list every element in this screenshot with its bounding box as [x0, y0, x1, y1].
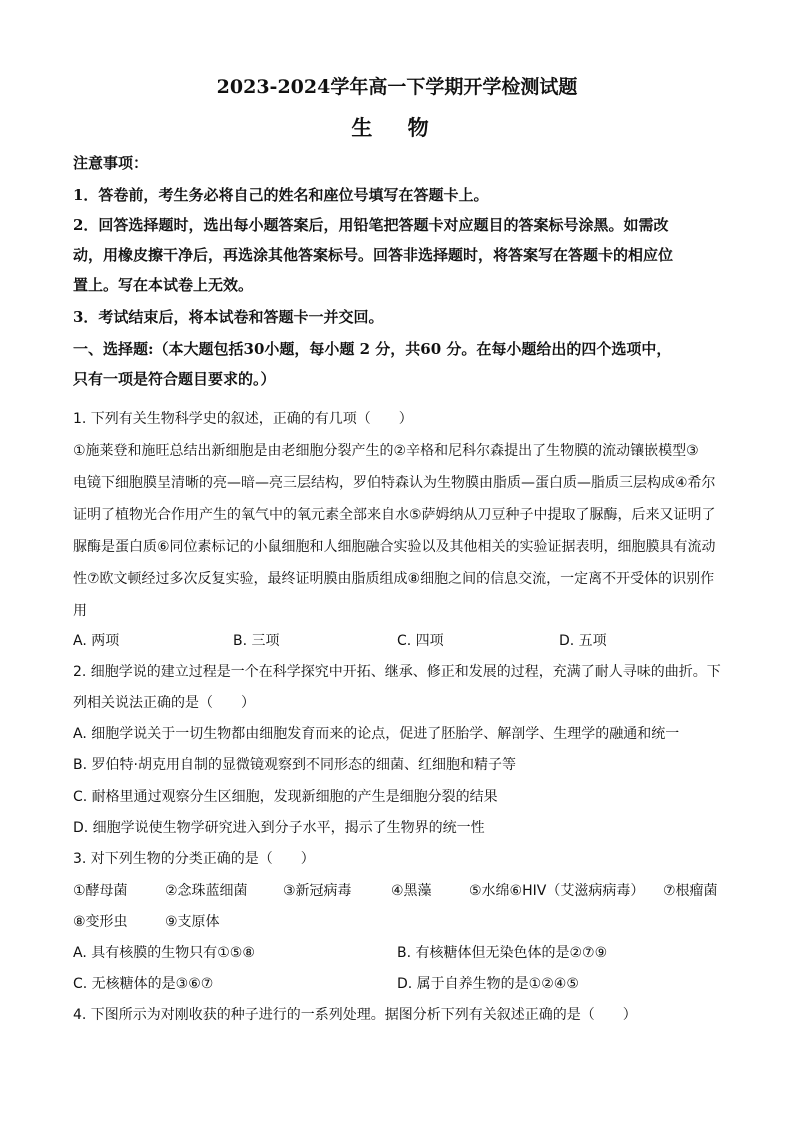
q3-organism: ⑨支原体: [165, 914, 220, 930]
notice-line-3: 动，用橡皮擦干净后，再选涂其他答案标号。回答非选择题时，将答案写在答题卡的相应位: [73, 246, 674, 264]
q1-option-c[interactable]: C. 四项: [397, 633, 444, 649]
section-heading-line-1: 一、选择题:（本大题包括30小题，每小题 2 分，共60 分。在每小题给出的四个选项中，: [73, 340, 672, 358]
q2-stem-line-2: 列相关说法正确的是（ ）: [73, 695, 255, 711]
q1-text-line-4: 脲酶是蛋白质⑥同位素标记的小鼠细胞和人细胞融合实验以及其他相关的实验证据表明，细胞膜具有流动: [73, 539, 716, 555]
q3-organism: ②念珠蓝细菌: [165, 883, 248, 899]
q4-stem: 4. 下图所示为对刚收获的种子进行的一系列处理。据图分析下列有关叙述正确的是（ ）: [73, 1007, 637, 1023]
q1-text-line-3: 证明了植物光合作用产生的氧气中的氧元素全部来自水⑤萨姆纳从刀豆种子中提取了脲酶，后来又证明了: [73, 507, 716, 523]
q3-option-c[interactable]: C. 无核糖体的是③⑥⑦: [73, 976, 214, 992]
notice-line-2: 2．回答选择题时，选出每小题答案后，用铅笔把答题卡对应题目的答案标号涂黑。如需改: [73, 216, 669, 234]
section-heading-line-2: 只有一项是符合题目要求的。）: [73, 370, 276, 388]
q1-text-line-6: 用: [73, 603, 87, 619]
notice-line-5: 3．考试结束后，将本试卷和答题卡一并交回。: [73, 308, 384, 326]
q2-option-d[interactable]: D. 细胞学说使生物学研究进入到分子水平，揭示了生物界的统一性: [73, 820, 485, 836]
q3-organism: ④黑藻: [391, 883, 432, 899]
q3-option-a[interactable]: A. 具有核膜的生物只有①⑤⑧: [73, 945, 255, 961]
q2-option-b[interactable]: B. 罗伯特·胡克用自制的显微镜观察到不同形态的细菌、红细胞和精子等: [73, 757, 516, 773]
subject-title: 生 物: [351, 115, 443, 140]
q3-organism: ⑦根瘤菌: [663, 883, 718, 899]
q2-option-c[interactable]: C. 耐格里通过观察分生区细胞，发现新细胞的产生是细胞分裂的结果: [73, 789, 498, 805]
notice-line-1: 1．答卷前，考生务必将自己的姓名和座位号填写在答题卡上。: [73, 186, 489, 204]
q1-option-d[interactable]: D. 五项: [559, 633, 607, 649]
q3-organism: ⑤水绵⑥HIV（艾滋病病毒）: [469, 883, 645, 899]
q3-organism: ⑧变形虫: [73, 914, 128, 930]
q1-option-b[interactable]: B. 三项: [233, 633, 280, 649]
q1-text-line-2: 电镜下细胞膜呈清晰的亮—暗—亮三层结构，罗伯特森认为生物膜由脂质—蛋白质—脂质三层构成④希尔: [73, 475, 716, 491]
q3-organism: ①酵母菌: [73, 883, 128, 899]
q3-option-b[interactable]: B. 有核糖体但无染色体的是②⑦⑨: [397, 945, 608, 961]
q2-option-a[interactable]: A. 细胞学说关于一切生物都由细胞发育而来的论点，促进了胚胎学、解剖学、生理学的融通和统一: [73, 726, 680, 742]
q1-text-line-5: 性⑦欧文顿经过多次反复实验，最终证明膜由脂质组成⑧细胞之间的信息交流，一定离不开受体的识别作: [73, 571, 715, 587]
q3-organism: ③新冠病毒: [283, 883, 352, 899]
q1-stem: 1. 下列有关生物科学史的叙述，正确的有几项（ ）: [73, 411, 413, 427]
q2-stem-line-1: 2. 细胞学说的建立过程是一个在科学探究中开拓、继承、修正和发展的过程，充满了耐人寻味的曲折。下: [73, 664, 721, 680]
exam-title: 2023-2024学年高一下学期开学检测试题: [216, 76, 578, 98]
q3-option-d[interactable]: D. 属于自养生物的是①②④⑤: [397, 976, 579, 992]
q3-stem: 3. 对下列生物的分类正确的是（ ）: [73, 851, 315, 867]
notice-heading: 注意事项：: [73, 154, 149, 172]
q1-option-a[interactable]: A. 两项: [73, 633, 120, 649]
notice-line-4: 置上。写在本试卷上无效。: [73, 276, 254, 294]
q1-text-line-1: ①施莱登和施旺总结出新细胞是由老细胞分裂产生的②辛格和尼科尔森提出了生物膜的流动镶嵌模型③: [73, 443, 699, 459]
